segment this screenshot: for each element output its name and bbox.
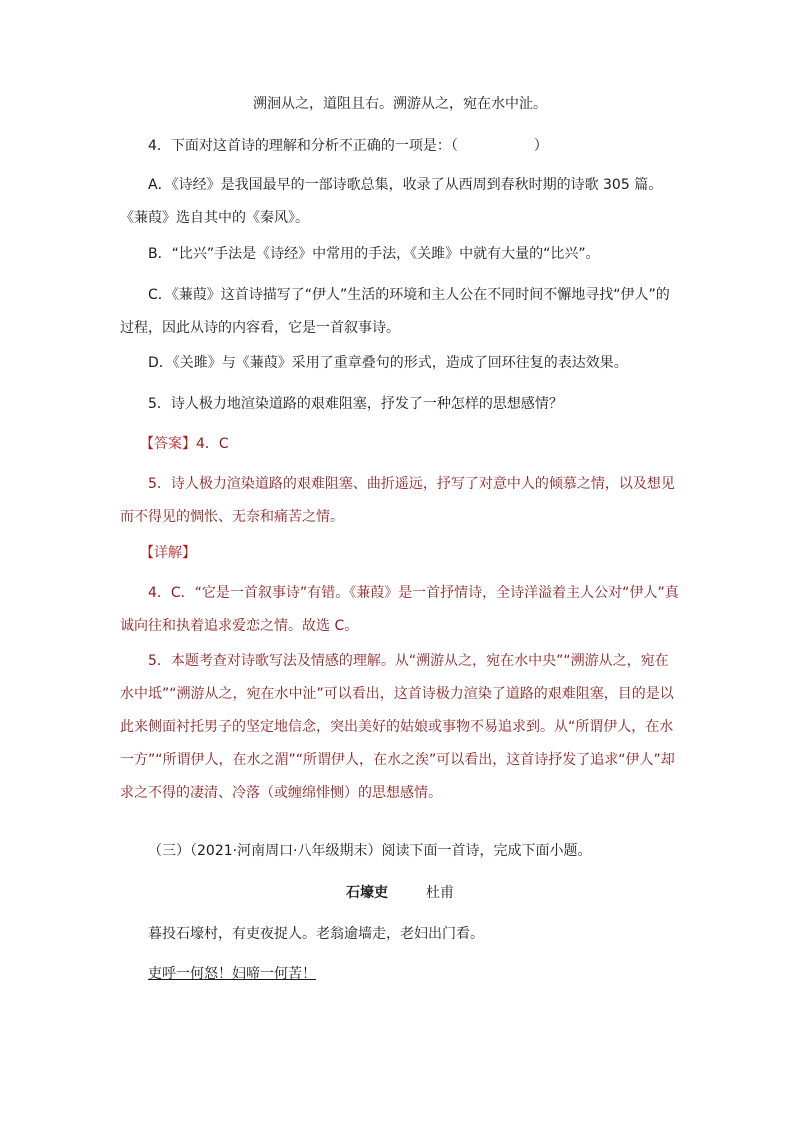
answer-tag: 【答案】 (140, 436, 196, 452)
answer-5: 5．诗人极力渲染道路的艰难阻塞、曲折遥远，抒写了对意中人的倾慕之情，以及想见而不得见的惆怅、无奈和痛苦之情。 (120, 476, 675, 525)
poem-title: 石壕吏 (346, 885, 388, 901)
section-3-heading: （三）（2021·河南周口·八年级期末）阅读下面一首诗，完成下面小题。 (148, 843, 592, 859)
detail-5: 5．本题考查对诗歌写法及情感的理解。从“溯游从之，宛在水中央”“溯游从之，宛在水中坻”“溯游从之，宛在水中沚”可以看出，这首诗极力渲染了道路的艰难阻塞，目的是以此来侧面衬托男子的坚定地信念，突出美好的姑娘或事物不易追求到。从“所谓伊人，在水一方”“所谓伊人，在水之湄”“所谓伊人，在水之涘”可以看出，这首诗抒发了追求“伊人”却求之不得的凄清、冷落（或缠绵悱恻）的思想感情。 (120, 653, 675, 801)
question-5: 5．诗人极力地渲染道路的艰难阻塞，抒发了一种怎样的思想感情？ (148, 396, 563, 412)
detail-tag: 【详解】 (140, 545, 196, 561)
question-4-text: 4．下面对这首诗的理解和分析不正确的一项是：（ (148, 138, 458, 154)
option-b: B．“比兴”手法是《诗经》中常用的手法，《关雎》中就有大量的“比兴”。 (148, 246, 600, 262)
answer-value: 4．C (196, 436, 229, 452)
poem-line-2 (120, 963, 680, 985)
question-4 (120, 135, 680, 157)
poem-author: 杜甫 (426, 885, 454, 901)
option-d: D．《关雎》与《蒹葭》采用了重章叠句的形式，造成了回环往复的表达效果。 (148, 355, 628, 371)
poem-title-line (120, 882, 680, 904)
poem-line-top: 溯洄从之，道阻且右。溯游从之，宛在水中沚。 (253, 96, 547, 112)
option-a: A．《诗经》是我国最早的一部诗歌总集，收录了从西周到春秋时期的诗歌 305 篇。《蒹葭》选自其中的《秦风》。 (120, 177, 663, 226)
poem-line-2-text: 吏呼一何怒！妇啼一何苦！ (148, 966, 316, 982)
option-c: C．《蒹葭》这首诗描写了“伊人”生活的环境和主人公在不同时间不懈地寻找“伊人”的过程，因此从诗的内容看，它是一首叙事诗。 (120, 287, 670, 336)
answer-line (140, 433, 700, 455)
detail-4: 4．C．“它是一首叙事诗”有错。《蒹葭》是一首抒情诗，全诗洋溢着主人公对“伊人”真诚向往和执着追求爱恋之情。故选 C。 (120, 585, 679, 634)
poem-line-1: 暮投石壕村，有吏夜捉人。老翁逾墙走，老妇出门看。 (148, 926, 484, 942)
question-4-close: ） (533, 138, 548, 154)
